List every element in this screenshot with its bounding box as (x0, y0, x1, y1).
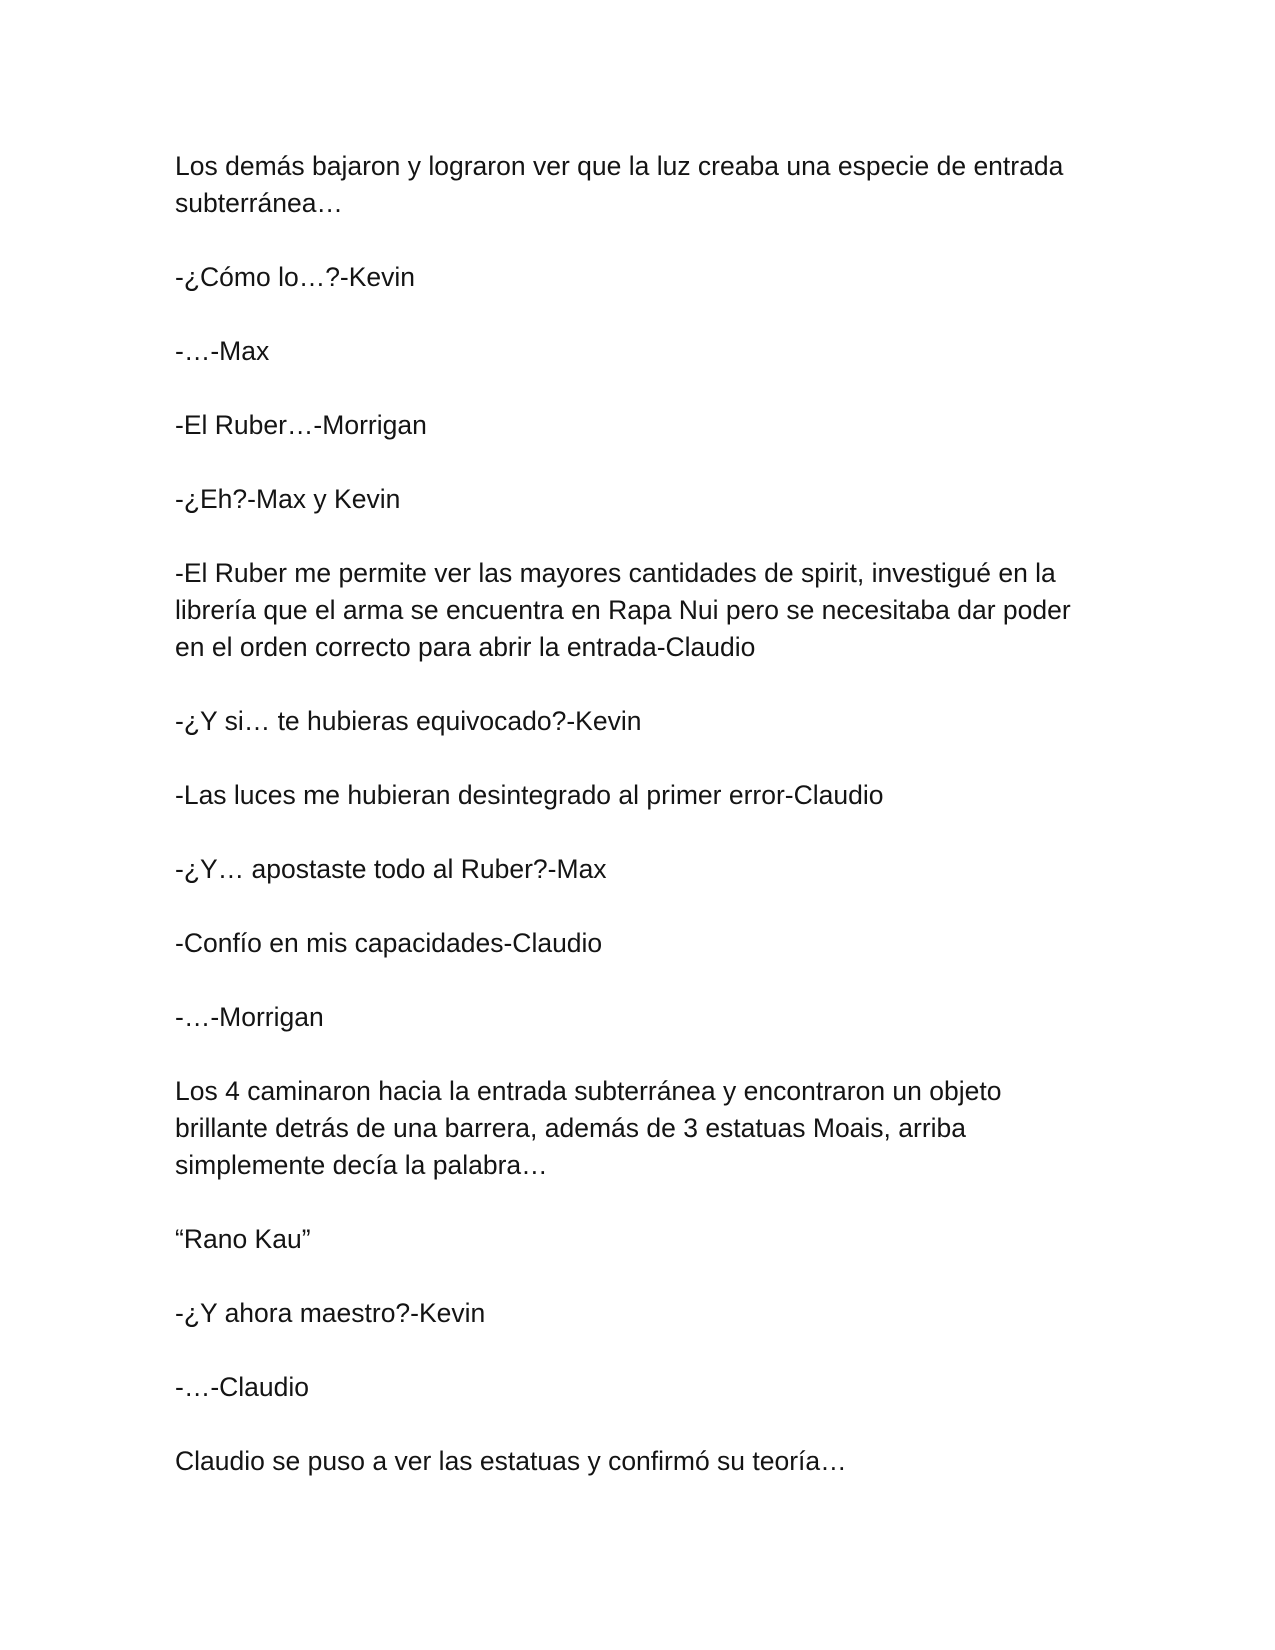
quoted-word: “Rano Kau” (175, 1224, 311, 1254)
dialogue-line: -¿Y ahora maestro?-Kevin (175, 1298, 486, 1328)
dialogue-line: -Las luces me hubieran desintegrado al primer error-Claudio (175, 780, 884, 810)
dialogue-line: -El Ruber…-Morrigan (175, 410, 427, 440)
dialogue-line: -…-Morrigan (175, 1002, 324, 1032)
dialogue-line: -¿Y… apostaste todo al Ruber?-Max (175, 854, 607, 884)
dialogue-line: -…-Max (175, 336, 270, 366)
dialogue-line: -…-Claudio (175, 1372, 310, 1402)
narration-paragraph: Claudio se puso a ver las estatuas y confirmó su teoría… (175, 1446, 847, 1476)
narration-paragraph: Los 4 caminaron hacia la entrada subterránea y encontraron un objeto brillante detrás de una barrera, además de 3 estatuas Moais, arriba simplemente decía la palabra… (175, 1076, 1002, 1180)
dialogue-line: -Confío en mis capacidades-Claudio (175, 928, 603, 958)
dialogue-line: -¿Y si… te hubieras equivocado?-Kevin (175, 706, 642, 736)
dialogue-line: -El Ruber me permite ver las mayores cantidades de spirit, investigué en la librería que el arma se encuentra en Rapa Nui pero se necesitaba dar poder en el orden correcto para abrir la entrada-Claudio (175, 558, 1071, 662)
dialogue-line: -¿Eh?-Max y Kevin (175, 484, 401, 514)
document-body (175, 148, 1100, 1480)
narration-paragraph: Los demás bajaron y lograron ver que la luz creaba una especie de entrada subterránea… (175, 151, 1064, 218)
dialogue-line: -¿Cómo lo…?-Kevin (175, 262, 416, 292)
